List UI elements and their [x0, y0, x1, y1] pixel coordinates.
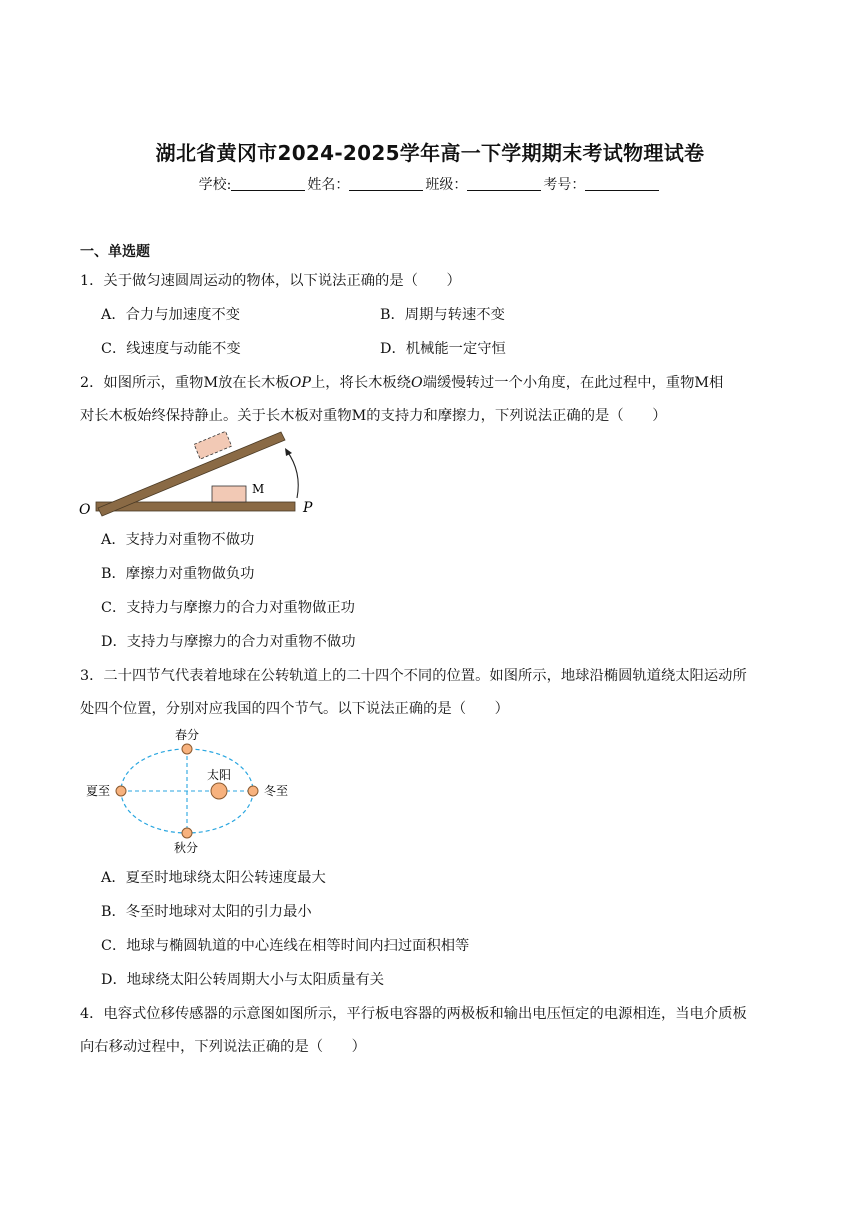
label-summer: 夏至	[86, 784, 111, 798]
q2-stem-line2: 对长木板始终保持静止。关于长木板对重物M的支持力和摩擦力，下列说法正确的是（ ）	[80, 408, 667, 424]
q2-stem-part2: 上，将长木板绕	[310, 375, 412, 391]
q2-option-c[interactable]: C．支持力与摩擦力的合力对重物做正功	[101, 600, 355, 616]
label-sun: 太阳	[207, 768, 232, 782]
q2-option-d[interactable]: D．支持力与摩擦力的合力对重物不做功	[101, 634, 356, 650]
q2-stem-o: O	[411, 375, 423, 391]
q2-option-a[interactable]: A．支持力对重物不做功	[101, 532, 255, 548]
q3-option-c[interactable]: C．地球与椭圆轨道的中心连线在相等时间内扫过面积相等	[101, 938, 470, 954]
q1-stem: 1．关于做匀速圆周运动的物体，以下说法正确的是（ ）	[80, 273, 461, 289]
label-spring: 春分	[175, 728, 200, 742]
q1-option-a[interactable]: A．合力与加速度不变	[101, 307, 240, 323]
label-p: P	[303, 500, 313, 516]
earth-summer	[116, 786, 126, 796]
q1-option-c[interactable]: C．线速度与动能不变	[101, 341, 241, 357]
label-winter: 冬至	[264, 784, 289, 798]
block-m	[212, 486, 246, 502]
school-blank[interactable]	[231, 176, 305, 191]
earth-autumn	[182, 828, 192, 838]
name-blank[interactable]	[349, 176, 423, 191]
exam-no-blank[interactable]	[585, 176, 659, 191]
label-m: M	[252, 482, 265, 496]
label-autumn: 秋分	[174, 841, 199, 855]
rotation-arrowhead	[285, 448, 292, 456]
q3-option-d[interactable]: D．地球绕太阳公转周期大小与太阳质量有关	[101, 972, 385, 988]
q1-option-b[interactable]: B．周期与转速不变	[380, 307, 505, 323]
q3-stem-line1: 3．二十四节气代表着地球在公转轨道上的二十四个不同的位置。如图所示，地球沿椭圆轨道绕太阳运动所	[80, 668, 747, 684]
exam-title: 湖北省黄冈市2024-2025学年高一下学期期末考试物理试卷	[155, 141, 705, 165]
earth-spring	[182, 744, 192, 754]
q2-stem-op: OP	[289, 375, 311, 391]
q3-option-a[interactable]: A．夏至时地球绕太阳公转速度最大	[101, 870, 326, 886]
earth-winter	[248, 786, 258, 796]
label-o: O	[79, 502, 91, 518]
q2-stem-part3: 端缓慢转过一个小角度，在此过程中，重物M相	[422, 375, 724, 391]
school-label: 学校:	[198, 177, 232, 193]
exam-no-label: 考号：	[543, 177, 586, 193]
q4-stem-line1: 4．电容式位移传感器的示意图如图所示，平行板电容器的两极板和输出电压恒定的电源相连，当电介质板	[80, 1006, 747, 1022]
q2-option-b[interactable]: B．摩擦力对重物做负功	[101, 566, 255, 582]
q2-incline-figure	[76, 430, 326, 522]
q2-stem-line1	[80, 372, 723, 392]
class-label: 班级：	[425, 177, 468, 193]
sun	[211, 783, 227, 799]
name-label: 姓名：	[307, 177, 350, 193]
rotation-arrow	[287, 451, 298, 498]
q4-stem-line2: 向右移动过程中，下列说法正确的是（ ）	[80, 1039, 366, 1055]
q1-option-d[interactable]: D．机械能一定守恒	[380, 341, 506, 357]
student-info-line	[0, 174, 860, 194]
class-blank[interactable]	[467, 176, 541, 191]
q3-stem-line2: 处四个位置，分别对应我国的四个节气。以下说法正确的是（ ）	[80, 701, 509, 717]
section-heading: 一、单选题	[80, 244, 150, 260]
q3-option-b[interactable]: B．冬至时地球对太阳的引力最小	[101, 904, 312, 920]
q3-orbit-figure	[80, 724, 300, 856]
q2-stem-part1: 2．如图所示，重物M放在长木板	[80, 375, 290, 391]
